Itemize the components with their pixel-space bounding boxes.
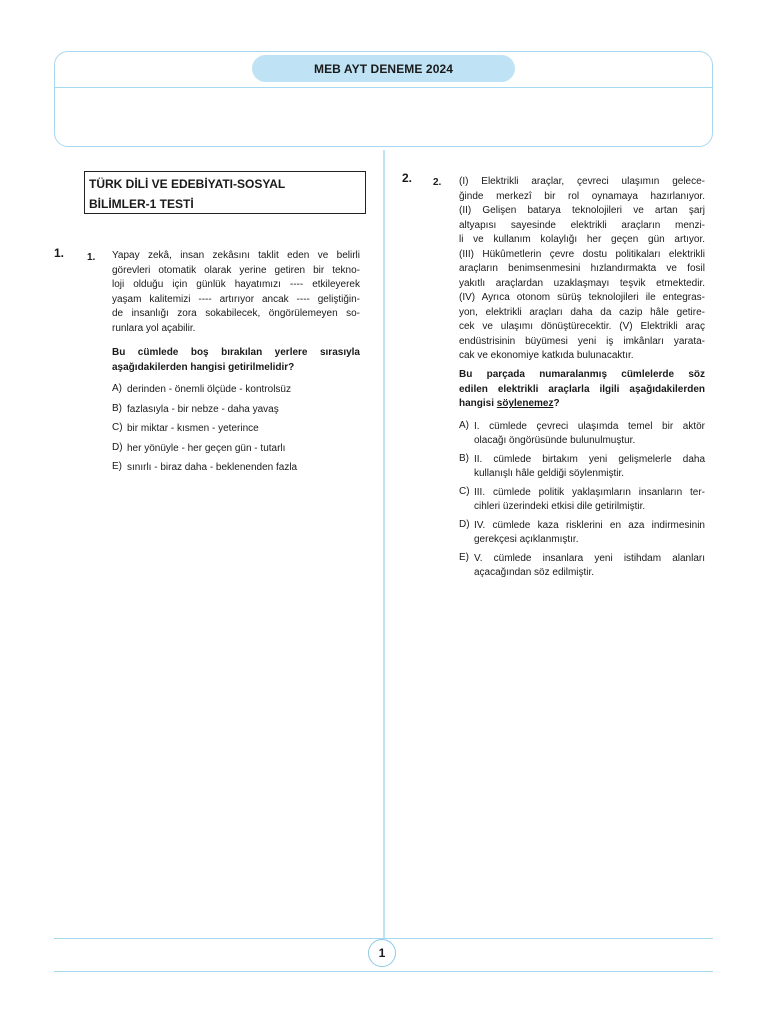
option-text: derinden - önemli ölçüde - kontrolsüz [127, 384, 291, 395]
question-2-inner-number: 2. [433, 177, 442, 188]
text-line: endüstrisinin büyümesi yeni iş imkânları yarata- [459, 335, 705, 347]
option-d[interactable] [112, 442, 360, 456]
text-line: Yapay zekâ, insan zekâsını taklit eden ve belirli [112, 250, 360, 261]
text-line: (II) Gelişen batarya teknolojileri ve artan şarj [459, 205, 705, 216]
question-1-inner-number: 1. [87, 252, 96, 263]
option-key: A) [459, 420, 469, 431]
option-text: her yönüyle - her geçen gün - tutarlı [127, 442, 286, 454]
option-text: IV. cümlede kaza risklerini en aza indirmesinin [474, 520, 705, 531]
text-line: runlara yol açabilir. [112, 322, 196, 334]
option-text: kullanışlı hâle geldiği söylenmiştir. [474, 467, 625, 479]
text-line: loji olduğu için günlük hayatımızı ---- etkileyerek [112, 279, 360, 290]
page-number: 1 [378, 946, 386, 960]
option-key: A) [112, 383, 122, 394]
question-1-text [112, 249, 360, 336]
text-line: yakıtlı araçlardan uzaklaşmayı teşvik etmektedir. [459, 277, 705, 289]
option-e[interactable] [459, 552, 705, 579]
option-key: C) [112, 422, 123, 433]
option-d[interactable] [459, 519, 705, 546]
question-2-outer-number: 2. [402, 171, 413, 185]
option-key: B) [459, 453, 469, 464]
option-key: C) [459, 486, 470, 497]
text-line: cek ve ulaşımı dönüştürecektir. (V) Elektrikli araç [459, 321, 705, 332]
text-line: de insanlığı zora sokabilecek, öngörülemeyen so- [112, 308, 360, 319]
text-line: yon, elektrikli araçları daha da cazip hâle getire- [459, 306, 705, 318]
exam-title-banner [252, 55, 515, 82]
stem-line: Bu parçada numaralanmış cümlelerde söz [459, 369, 705, 380]
text-line: yaşam kalitemizi ---- artırıyor ancak ---- geliştiğin- [112, 293, 360, 305]
test-title-box [84, 171, 366, 214]
option-text: cihleri üzerindeki etkisi dile getirilmiştir. [474, 500, 646, 512]
stem-line: edilen elektrikli araçlarla ilgili aşağıdakilerden [459, 383, 705, 395]
option-text: sınırlı - biraz daha - beklenenden fazla [127, 462, 298, 473]
option-text: V. cümlede insanlara yeni istihdam alanları [474, 553, 705, 564]
question-2-text [459, 175, 705, 364]
option-key: D) [112, 441, 123, 453]
text-line: (I) Elektrikli araçlar, çevreci ulaşımın gelece- [459, 176, 705, 187]
option-e[interactable] [112, 461, 360, 475]
option-b[interactable] [112, 403, 360, 417]
text-line: araçların benimsenmesini hızlandırmakta ve fosil [459, 263, 705, 274]
header-divider [55, 87, 712, 88]
text-line: görevleri otomatik olarak yerine getiren bir tekno- [112, 264, 360, 276]
test-title-line2: BİLİMLER-1 TESTİ [89, 197, 194, 211]
option-text: I. cümlede çevreci ulaşımda temel bir aktör [474, 421, 705, 432]
question-1-outer-number: 1. [54, 246, 65, 260]
option-c[interactable] [459, 486, 705, 513]
text-line: li ve kullanım kolaylığı her geçen gün artıyor. [459, 234, 705, 245]
column-divider [383, 150, 385, 938]
text-line: cak ve ekonomiye katkıda bulunacaktır. [459, 350, 634, 361]
option-a[interactable] [459, 420, 705, 447]
option-c[interactable] [112, 422, 360, 436]
option-text: III. cümlede politik yaklaşımların insanların ter- [474, 487, 705, 498]
negative-keyword: söylenemez [496, 398, 554, 409]
footer-bottom-rule [54, 971, 713, 972]
page-number-badge [368, 939, 396, 967]
stem-line-last [459, 397, 705, 412]
question-1-options [112, 383, 360, 475]
option-key: D) [459, 519, 470, 530]
option-text: olacağı öngörüsünde bulunulmuştur. [474, 434, 636, 446]
stem-line: aşağıdakilerden hangisi getirilmelidir? [112, 361, 295, 373]
stem-line: Bu cümlede boş bırakılan yerlere sırasıyla [112, 347, 360, 358]
text-line: ğinde merkezî bir rol oynamaya hazırlanıyor. [459, 190, 705, 202]
option-text: bir miktar - kısmen - yeterince [127, 423, 259, 434]
test-title-line1: TÜRK DİLİ VE EDEBİYATI-SOSYAL [89, 177, 286, 191]
exam-title: MEB AYT DENEME 2024 [313, 61, 454, 76]
option-text: gerekçesi açıklanmıştır. [474, 533, 579, 545]
option-b[interactable] [459, 453, 705, 480]
text-line: altyapısı sayesinde elektrikli araçların menzi- [459, 219, 705, 231]
question-2-stem [459, 368, 705, 412]
stem-prefix: hangisi [459, 398, 497, 409]
text-line: (III) Hükûmetlerin çevre dostu politikaları elektrikli [459, 248, 705, 260]
option-key: B) [112, 402, 122, 414]
option-a[interactable] [112, 383, 360, 397]
text-line: (IV) Ayrıca otonom sürüş teknolojileri ile entegras- [459, 292, 705, 303]
option-text: fazlasıyla - bir nebze - daha yavaş [127, 403, 279, 415]
option-key: E) [459, 552, 469, 563]
stem-suffix: ? [553, 398, 560, 409]
option-key: E) [112, 461, 122, 472]
option-text: II. cümlede birtakım yeni gelişmelerle daha [474, 454, 705, 465]
question-1-stem [112, 346, 360, 375]
question-2-options [459, 420, 705, 579]
option-text: açacağından söz edilmiştir. [474, 566, 595, 578]
